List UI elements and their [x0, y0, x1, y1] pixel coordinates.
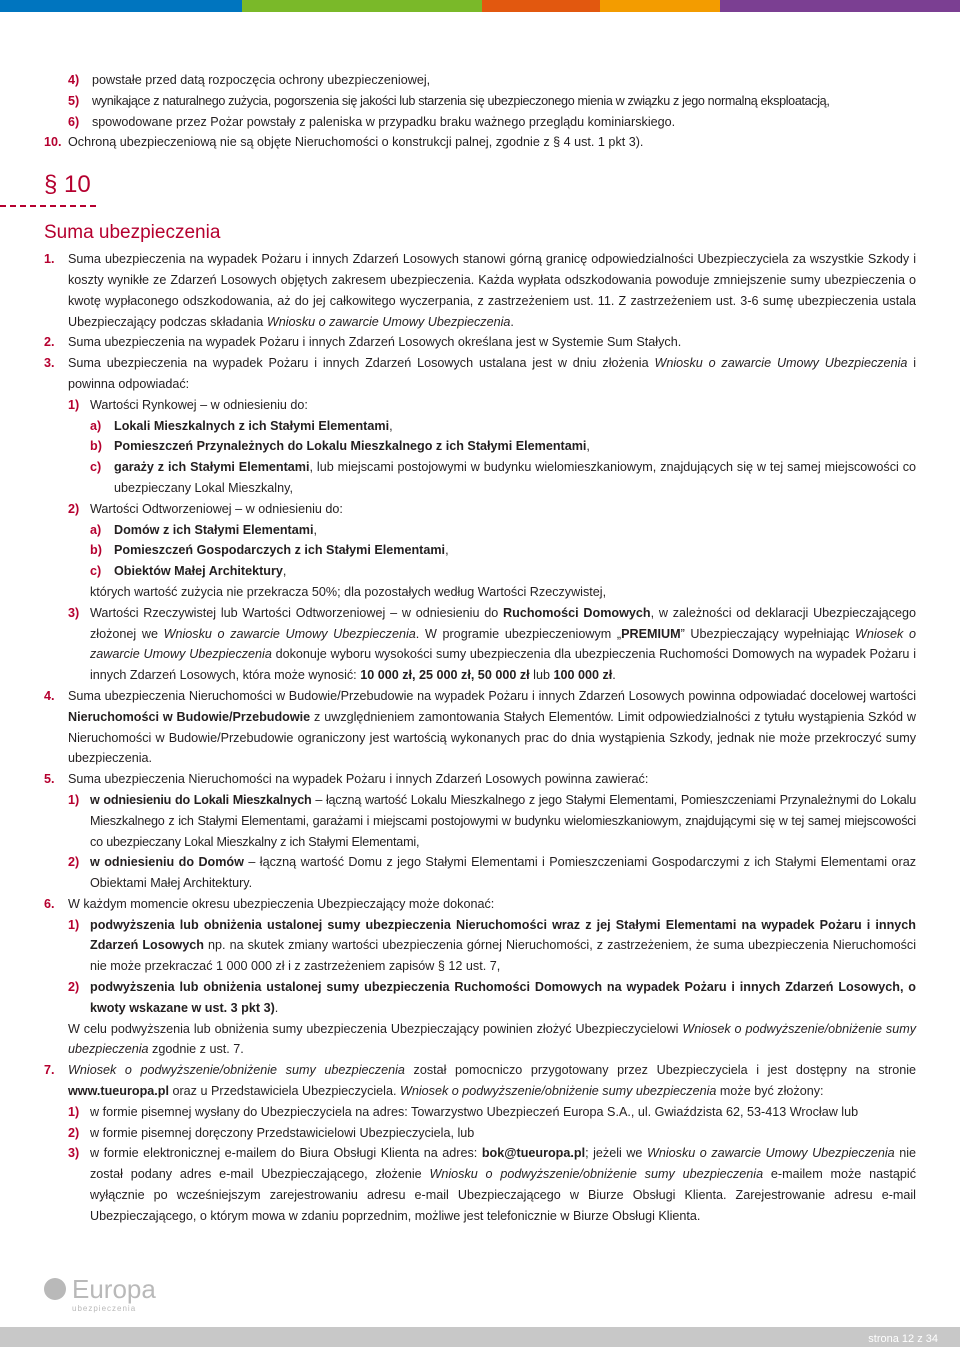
list-item: c) Obiektów Małej Architektury, — [90, 564, 287, 579]
list-item: a) Lokali Mieszkalnych z ich Stałymi Elementami, — [90, 418, 393, 433]
paragraph-5: 5. Suma ubezpieczenia Nieruchomości na wypadek Pożaru i innych Zdarzeń Losowych powinna zawierać: — [44, 772, 649, 787]
paragraph-7: 7. Wniosek o podwyższenie/obniżenie sumy ubezpieczenia został pomocniczo przygotowany przez Ubezpieczyciela i jest dostępny na stronie www.tueuropa.pl oraz u Przedstawiciela Ubezpieczyciela. Wniosek o podwyższenie/obniżenie sumy ubezpieczenia może być złożony: — [44, 1063, 916, 1099]
list-item: 1) Wartości Rynkowej – w odniesieniu do: — [68, 397, 308, 412]
list-item: 10. Ochroną ubezpieczeniową nie są objęte Nieruchomości o konstrukcji palnej, zgodnie z § 4 ust. 1 pkt 3). — [44, 135, 644, 150]
paragraph-6: 6. W każdym momencie okresu ubezpieczenia Ubezpieczający może dokonać: — [44, 896, 495, 911]
color-bar-yellow — [600, 0, 720, 12]
color-bar-blue — [0, 0, 242, 12]
list-item: 4) powstałe przed datą rozpoczęcia ochrony ubezpieczeniowej, — [68, 73, 431, 87]
list-item: 2) w formie pisemnej doręczony Przedstawicielowi Ubezpieczyciela, lub — [68, 1125, 475, 1140]
document-body — [44, 70, 916, 1227]
color-bar — [0, 0, 960, 12]
list-item: 3) Wartości Rzeczywistej lub Wartości Odtworzeniowej – w odniesieniu do Ruchomości Domowych, w zależności od deklaracji Ubezpieczającego złożonej we Wniosku o zawarcie Umowy Ubezpieczenia. W programie ubezpieczeniowym „PREMIUM” Ubezpieczający wypełniając Wniosek o zawarcie Umowy Ubezpieczenia dokonuje wyboru wysokości sumy ubezpieczenia dla ubezpieczenia Ruchomości Domowych na wypadek Pożaru i innych Zdarzeń Losowych, która może wynosić: 10 000 zł, 25 000 zł, 50 000 zł lub 100 000 zł. — [68, 605, 916, 683]
paragraph-2: 2. Suma ubezpieczenia na wypadek Pożaru i innych Zdarzeń Losowych określana jest w Systemie Sum Stałych. — [44, 335, 682, 350]
list-item: b) Pomieszczeń Przynależnych do Lokalu Mieszkalnego z ich Stałymi Elementami, — [90, 439, 590, 454]
list-item: 5) wynikające z naturalnego zużycia, pogorszenia się jakości lub starzenia się ubezpieczonego mienia w związku z jego normalną eksploatacją, — [68, 93, 830, 108]
list-item: 6) spowodowane przez Pożar powstały z paleniska w przypadku braku ważnego przeglądu kominiarskiego. — [68, 114, 676, 129]
list-item: 2) w odniesieniu do Domów – łączną wartość Domu z jego Stałymi Elementami i Pomieszczeniami Gospodarczymi z ich Stałymi Elementami oraz Obiektami Małej Architektury. — [68, 855, 917, 891]
section-header — [44, 171, 916, 245]
list-item: 2) Wartości Odtworzeniowej – w odniesieniu do: — [68, 501, 343, 516]
paragraph-continuation: W celu podwyższenia lub obniżenia sumy ubezpieczenia Ubezpieczający powinien złożyć Ubezpieczycielowi Wniosek o podwyższenie/obniżenie sumy ubezpieczenia zgodnie z ust. 7. — [68, 1021, 917, 1057]
website-link[interactable]: www.tueuropa.pl — [68, 1084, 169, 1099]
list-item: b) Pomieszczeń Gospodarczych z ich Stałymi Elementami, — [90, 543, 449, 558]
section-subtitle: Suma ubezpieczenia — [44, 222, 221, 244]
list-item: a) Domów z ich Stałymi Elementami, — [90, 522, 317, 537]
list-item: 2) podwyższenia lub obniżenia ustalonej sumy ubezpieczenia Ruchomości Domowych na wypadek Pożaru i innych Zdarzeń Losowych, o kwoty wskazane w ust. 3 pkt 3). — [68, 980, 916, 1015]
paragraph-3: 3. Suma ubezpieczenia na wypadek Pożaru i innych Zdarzeń Losowych ustalana jest w dniu złożenia Wniosku o zawarcie Umowy Ubezpieczenia i powinna odpowiadać: — [44, 356, 917, 391]
color-bar-green — [242, 0, 482, 12]
color-bar-orange — [482, 0, 600, 12]
europa-logo: Europa ubezpieczenia — [44, 1276, 156, 1302]
paragraph-1: 1. Suma ubezpieczenia na wypadek Pożaru i innych Zdarzeń Losowych stanowi górną granicę odpowiedzialności Ubezpieczyciela za wszystkie Szkody i koszty wynikłe ze Zdarzeń Losowych objętych zakresem ubezpieczenia. Każda wypłata odszkodowania powoduje zmniejszenie sumy ubezpieczenia o kwotę wypłaconego odszkodowania, aż do jej całkowitego wyczerpania, z zastrzeżeniem ust. 11. Z zastrzeżeniem ust. 3-6 sumę ubezpieczenia ustala Ubezpieczający podczas składania Wniosku o zawarcie Umowy Ubezpieczenia. — [44, 252, 916, 329]
paragraph-4: 4. Suma ubezpieczenia Nieruchomości w Budowie/Przebudowie na wypadek Pożaru i innych Zdarzeń Losowych powinna odpowiadać docelowej wartości Nieruchomości w Budowie/Przebudowie z uwzględnieniem zamontowania Stałych Elementów. Limit odpowiedzialności z tytułu wystąpienia Szkód w Nieruchomości w Budowie/Przebudowie ograniczony jest wartością wykonanych prac do dnia wystąpienia Szkody, jednak nie może przekroczyć sumy ubezpieczenia. — [44, 688, 916, 766]
section-divider — [0, 205, 96, 207]
section-title: § 10 — [44, 171, 91, 199]
footer-bar — [0, 1327, 960, 1347]
list-item: 3) w formie elektronicznej e-mailem do Biura Obsługi Klienta na adres: bok@tueuropa.pl; jeżeli we Wniosku o zawarcie Umowy Ubezpieczenia nie został podany adres e-mail Ubezpieczającego, złożenie Wniosku o podwyższenie/obniżenie sumy ubezpieczenia e-mailem może nastąpić wyłącznie po wcześniejszym zarejestrowaniu adresu e-mail Ubezpieczającego w Biurze Obsługi Klienta. Zarejestrowanie adresu e-mail Ubezpieczającego, o którym mowa w zdaniu poprzednim, możliwe jest telefonicznie w Biurze Obsługi Klienta. — [68, 1146, 917, 1223]
list-item: 1) podwyższenia lub obniżenia ustalonej sumy ubezpieczenia Nieruchomości wraz z jej Stałymi Elementami na wypadek Pożaru i innych Zdarzeń Losowych np. na skutek zmiany wartości ubezpieczenia górnej Nieruchomości, z zastrzeżeniem, że suma ubezpieczenia Nieruchomości nie może przekraczać 1 000 000 zł i z zastrzeżeniem zapisów § 12 ust. 7, — [68, 917, 916, 974]
list-item: 1) w formie pisemnej wysłany do Ubezpieczyciela na adres: Towarzystwo Ubezpieczeń Europa S.A., ul. Gwiaździsta 62, 53-413 Wrocław lub — [68, 1104, 859, 1119]
list-item: c) garaży z ich Stałymi Elementami, lub miejscami postojowymi w budynku wielomieszkaniowym, znajdujących się w tej samej miejscowości co ubezpieczany Lokal Mieszkalny, — [90, 460, 917, 495]
list-item: 1) w odniesieniu do Lokali Mieszkalnych – łączną wartość Lokalu Mieszkalnego z jego Stałymi Elementami, Pomieszczeniami Przynależnymi do Lokalu Mieszkalnego z ich Stałymi Elementami, garażami i miejscami postojowymi w budynku wielomieszkaniowym, znajdującymi się w tej samej miejscowości co ubezpieczany Lokal Mieszkalny z ich Stałymi Elementami, — [68, 792, 917, 849]
page-number: strona 12 z 34 — [868, 1333, 938, 1345]
color-bar-purple — [720, 0, 960, 12]
email-link[interactable]: bok@tueuropa.pl — [481, 1146, 586, 1161]
list-continuation: których wartość zużycia nie przekracza 50%; dla pozostałych według Wartości Rzeczywistej, — [90, 584, 607, 599]
logo-icon — [44, 1278, 66, 1300]
